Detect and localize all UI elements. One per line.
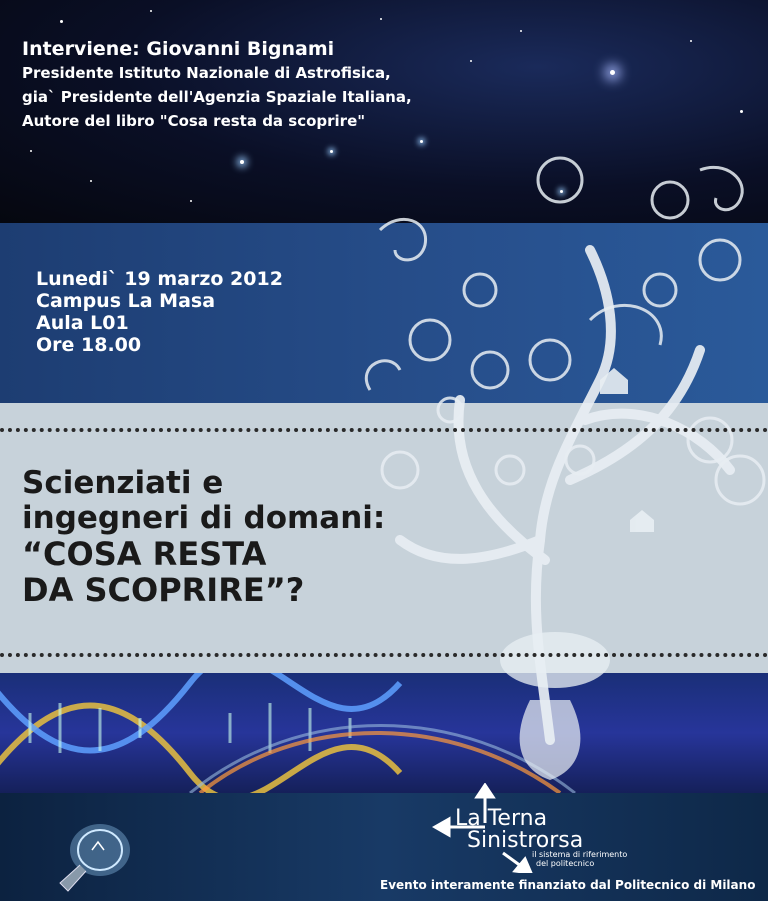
title-line: DA SCOPRIRE”? xyxy=(22,571,305,609)
event-room: Aula L01 xyxy=(36,312,129,334)
speaker-role: Presidente Istituto Nazionale di Astrofisica, xyxy=(22,64,391,82)
logo-name-line2: Sinistrorsa xyxy=(467,828,584,853)
lightbulb-icon xyxy=(30,820,150,901)
event-date: Lunedi` 19 marzo 2012 xyxy=(36,268,283,290)
logo-tagline: del politecnico xyxy=(536,859,595,868)
speaker-role: Autore del libro "Cosa resta da scoprire" xyxy=(22,112,366,130)
title-line: Scienziati e xyxy=(22,465,224,501)
funding-note: Evento interamente finanziato dal Politecnico di Milano xyxy=(380,878,756,892)
title-line: “COSA RESTA xyxy=(22,535,267,573)
dotted-divider xyxy=(0,653,768,657)
tree-icon xyxy=(340,140,768,800)
speaker-role: gia` Presidente dell'Agenzia Spaziale Italiana, xyxy=(22,88,412,106)
logo-tagline: il sistema di riferimento xyxy=(532,850,628,859)
dotted-divider xyxy=(0,428,768,432)
speaker-line: Interviene: Giovanni Bignami xyxy=(22,38,335,60)
logo-name-line1: La Terna xyxy=(455,806,548,831)
title-line: ingegneri di domani: xyxy=(22,500,386,536)
event-title xyxy=(22,466,385,608)
event-details xyxy=(36,268,283,356)
event-place: Campus La Masa xyxy=(36,290,216,312)
event-time: Ore 18.00 xyxy=(36,334,142,356)
